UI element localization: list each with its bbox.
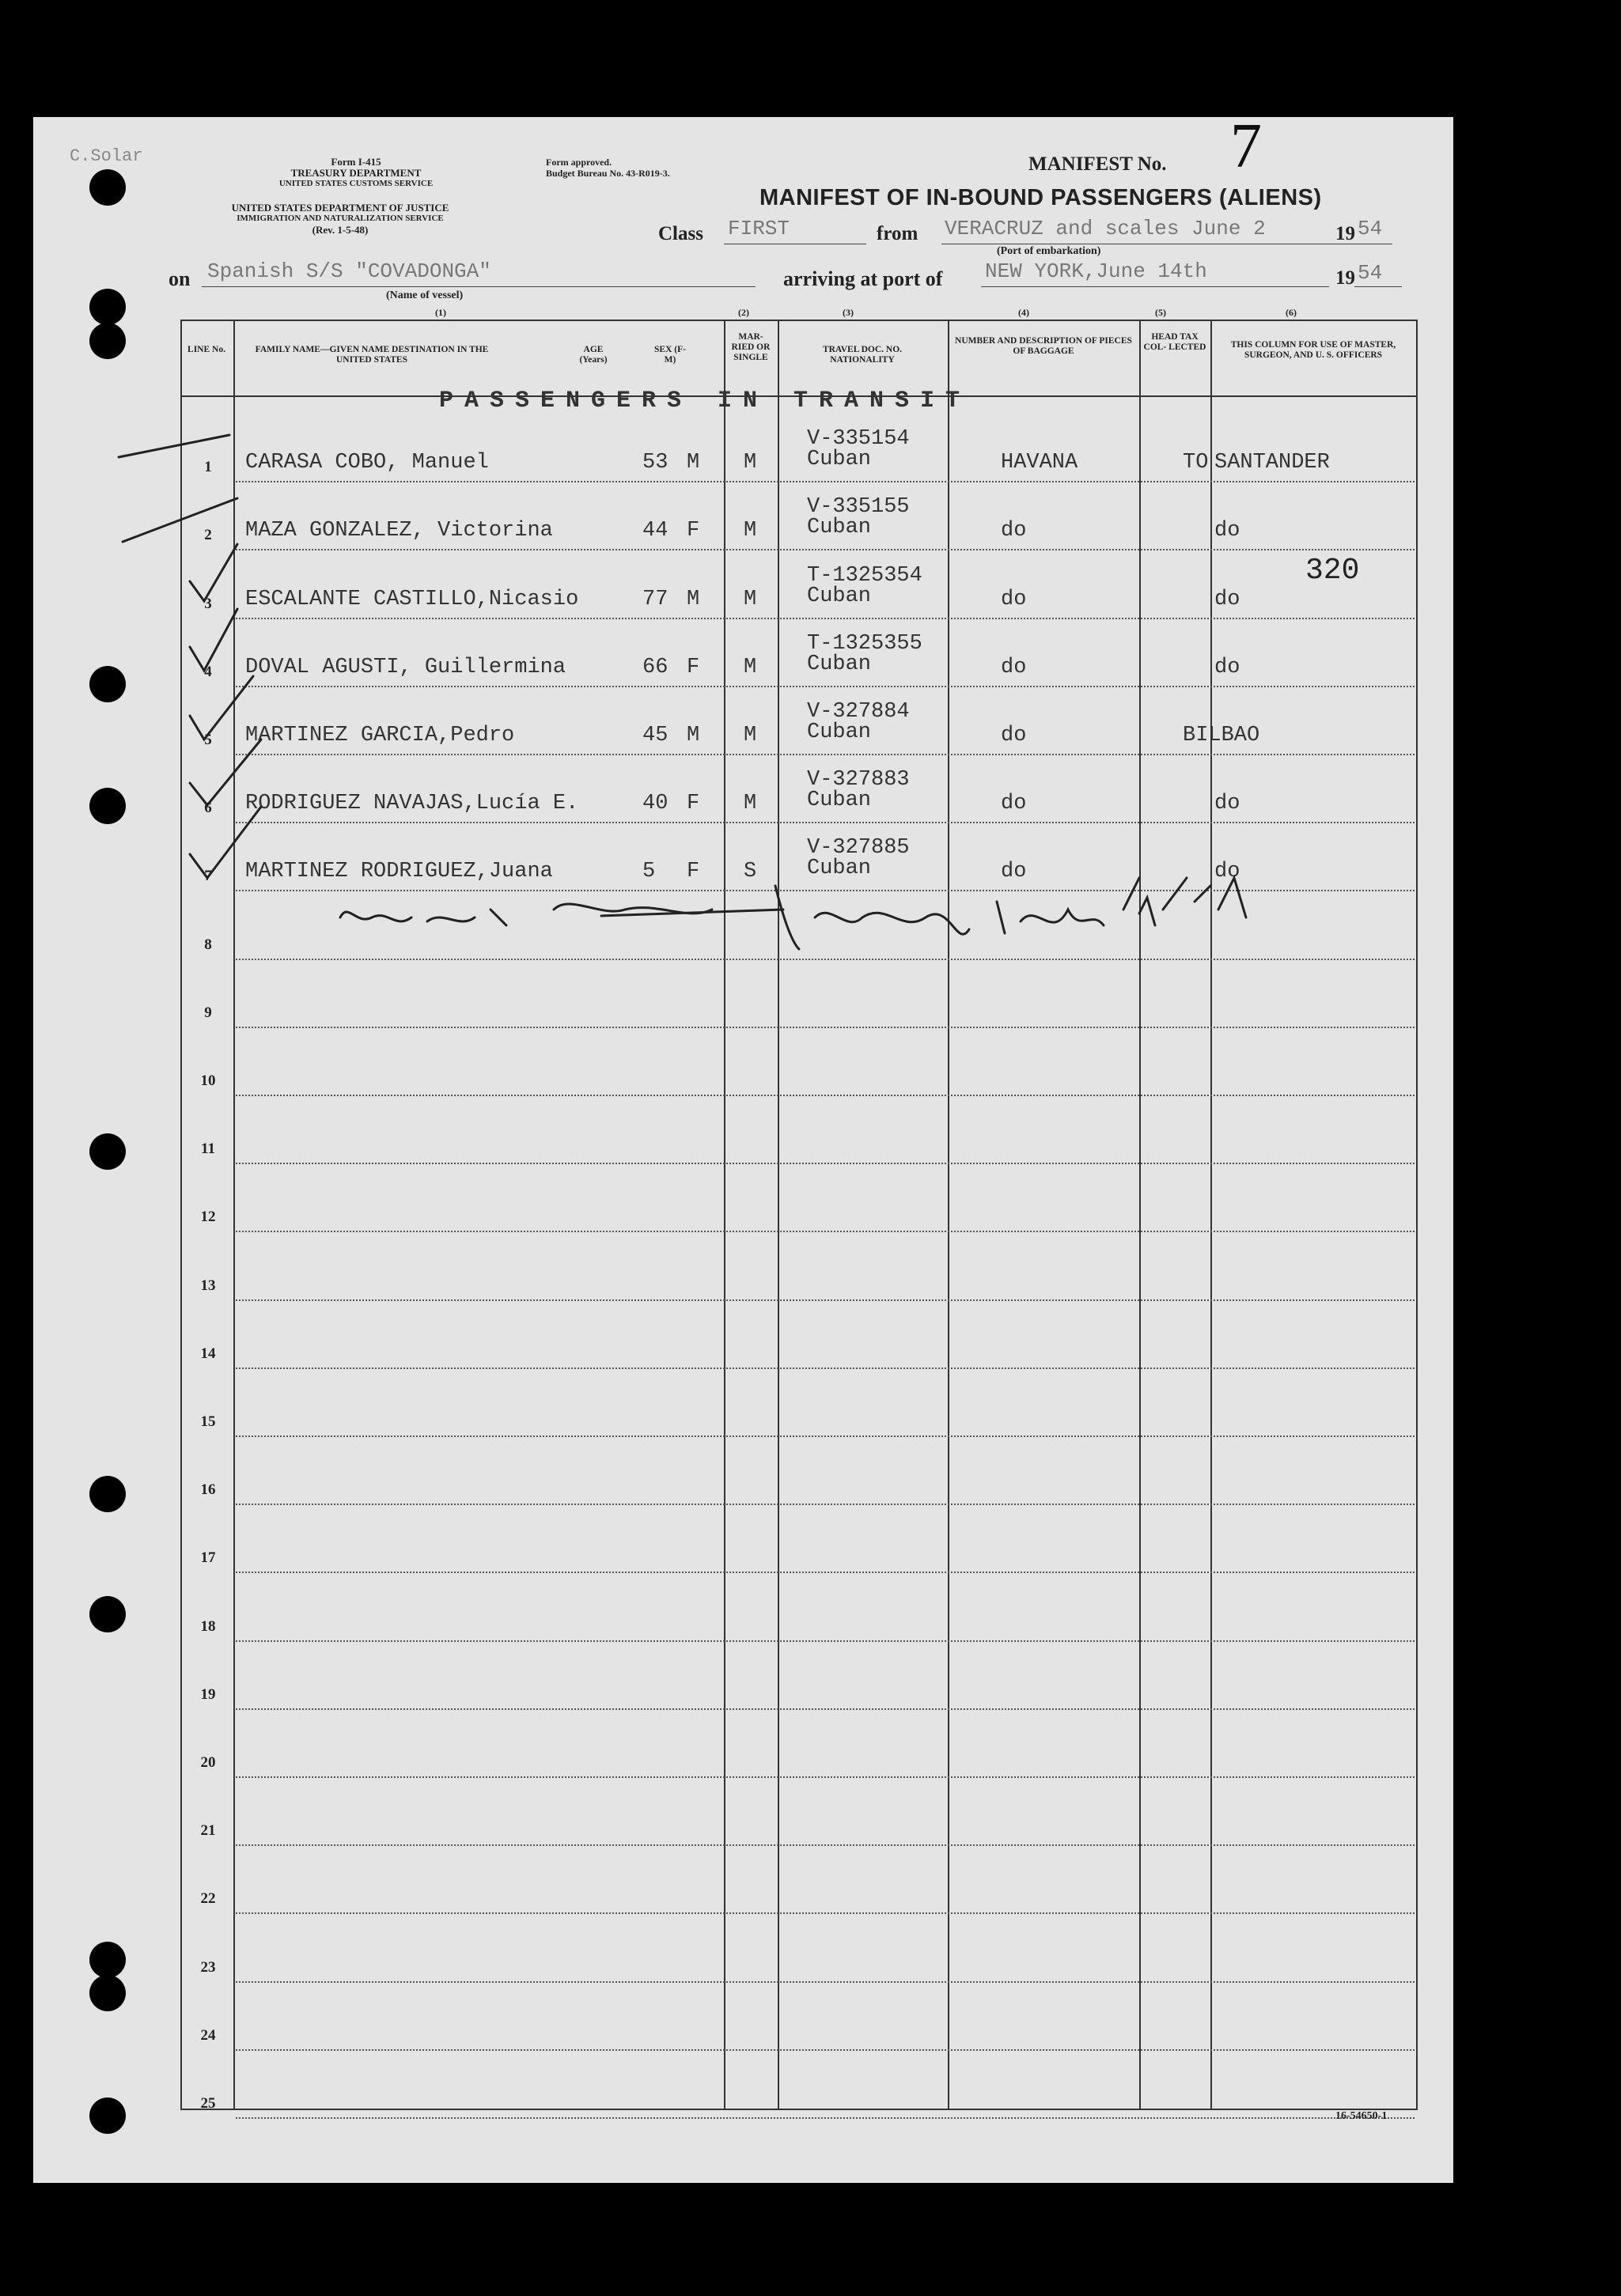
passenger-name: DOVAL AGUSTI, Guillermina — [245, 655, 566, 679]
dept-line-2: UNITED STATES CUSTOMS SERVICE — [278, 179, 434, 188]
travel-doc-number: V-335154 — [807, 427, 910, 452]
document-title: MANIFEST OF IN-BOUND PASSENGERS (ALIENS) — [759, 185, 1322, 210]
col-num-2: (2) — [738, 307, 749, 318]
passenger-sex: M — [687, 724, 700, 747]
marital-status: S — [744, 860, 757, 884]
marital-status: M — [744, 792, 757, 816]
port-embarkation-caption: (Port of embarkation) — [997, 245, 1101, 257]
check-mark — [190, 676, 253, 739]
line-number: 9 — [204, 1004, 212, 1021]
passenger-age: 53 — [642, 451, 668, 475]
col-num-3: (3) — [843, 307, 854, 318]
officer-note: do — [1214, 860, 1240, 884]
check-mark — [123, 498, 237, 542]
header-name: FAMILY NAME—GIVEN NAME DESTINATION IN THE UNITED STATES — [255, 345, 489, 365]
travel-doc-number: V-327884 — [807, 700, 910, 724]
officer-note: SANTANDER — [1214, 451, 1330, 475]
col-num-4: (4) — [1018, 307, 1029, 318]
officer-note: do — [1214, 792, 1240, 816]
marital-status: M — [744, 587, 757, 611]
passenger-name: MAZA GONZALEZ, Victorina — [245, 519, 553, 543]
head-tax-entry: BILBAO — [1183, 724, 1260, 747]
dept-line-1: TREASURY DEPARTMENT — [290, 167, 422, 179]
travel-doc-number: V-335155 — [807, 495, 910, 520]
header-travel-doc: TRAVEL DOC. NO. NATIONALITY — [822, 345, 903, 365]
header-age: AGE (Years) — [579, 345, 608, 365]
baggage-entry: do — [1001, 860, 1027, 884]
nationality: Cuban — [807, 652, 872, 676]
year-2-prefix: 19 — [1335, 267, 1355, 289]
budget-bureau: Budget Bureau No. 43-R019-3. — [546, 168, 670, 179]
line-number: 24 — [200, 2026, 216, 2044]
passenger-name: MARTINEZ RODRIGUEZ,Juana — [245, 860, 553, 884]
passenger-sex: F — [687, 655, 700, 679]
marital-status: M — [744, 451, 757, 475]
check-mark — [119, 435, 229, 457]
head-tax-entry: TO — [1183, 451, 1209, 475]
marital-status: M — [744, 724, 757, 747]
officer-note: do — [1214, 587, 1240, 611]
header-head-tax: HEAD TAX COL- LECTED — [1143, 332, 1206, 352]
passenger-name: MARTINEZ GARCIA,Pedro — [245, 724, 515, 747]
line-number: 12 — [200, 1209, 216, 1226]
col-num-5: (5) — [1155, 307, 1166, 318]
vessel-name: Spanish S/S "COVADONGA" — [207, 259, 491, 283]
header-married: MAR- RIED OR SINGLE — [731, 332, 771, 362]
year-1-prefix: 19 — [1335, 223, 1355, 244]
line-number: 8 — [204, 936, 212, 953]
passenger-age: 40 — [642, 792, 668, 816]
passenger-sex: F — [687, 860, 700, 884]
line-number: 19 — [200, 1685, 216, 1703]
passenger-name: RODRIGUEZ NAVAJAS,Lucía E. — [245, 792, 579, 816]
marital-status: M — [744, 655, 757, 679]
check-mark — [190, 609, 237, 671]
line-number: 3 — [204, 595, 212, 612]
line-number: 6 — [204, 800, 212, 817]
class-value: FIRST — [728, 217, 790, 240]
vessel-caption: (Name of vessel) — [386, 289, 464, 301]
line-number: 21 — [200, 1822, 216, 1840]
baggage-entry: do — [1001, 792, 1027, 816]
line-number: 23 — [200, 1958, 216, 1976]
form-number: Form I-415 — [331, 156, 381, 168]
passenger-sex: M — [687, 587, 700, 611]
margin-number: 320 — [1305, 554, 1360, 588]
officer-note: do — [1214, 655, 1240, 679]
passenger-age: 44 — [642, 519, 668, 543]
strike-through — [601, 910, 783, 916]
dept-line-5: (Rev. 1-5-48) — [312, 224, 369, 236]
travel-doc-number: V-327885 — [807, 836, 910, 861]
from-label: from — [877, 223, 918, 244]
signature-scribble — [340, 878, 1246, 949]
travel-doc-number: V-327883 — [807, 768, 910, 792]
line-number: 15 — [200, 1413, 216, 1430]
stamp-text: C.Solar — [70, 146, 143, 166]
dept-line-3: UNITED STATES DEPARTMENT OF JUSTICE — [231, 202, 449, 214]
header-officers: THIS COLUMN FOR USE OF MASTER, SURGEON, AND U. S. OFFICERS — [1230, 340, 1396, 360]
year-2-value: 54 — [1358, 261, 1383, 285]
line-number: 7 — [204, 868, 212, 885]
travel-doc-number: T-1325354 — [807, 563, 922, 588]
check-mark — [190, 807, 261, 878]
passenger-name: CARASA COBO, Manuel — [245, 451, 489, 475]
passenger-name: ESCALANTE CASTILLO,Nicasio — [245, 587, 579, 611]
line-number: 20 — [200, 1754, 216, 1771]
header-baggage: NUMBER AND DESCRIPTION OF PIECES OF BAGGAGE — [955, 336, 1132, 356]
passenger-sex: F — [687, 792, 700, 816]
passenger-age: 66 — [642, 655, 668, 679]
passenger-age: 77 — [642, 587, 668, 611]
officer-note: do — [1214, 519, 1240, 543]
baggage-entry: do — [1001, 587, 1027, 611]
line-number: 14 — [200, 1345, 216, 1362]
col-num-6: (6) — [1286, 307, 1297, 318]
form-approved: Form approved. — [546, 157, 612, 168]
arriving-label: arriving at port of — [783, 267, 943, 290]
baggage-entry: do — [1001, 655, 1027, 679]
manifest-no-value: 7 — [1230, 112, 1262, 181]
passenger-age: 5 — [642, 860, 656, 884]
transit-banner: PASSENGERS IN TRANSIT — [439, 388, 971, 414]
col-num-1: (1) — [435, 307, 446, 318]
dept-line-4: IMMIGRATION AND NATURALIZATION SERVICE — [237, 214, 444, 223]
line-number: 5 — [204, 732, 212, 748]
check-mark — [190, 544, 237, 601]
passenger-age: 45 — [642, 724, 668, 747]
header-line-no: LINE No. — [187, 345, 225, 354]
line-number: 17 — [200, 1549, 216, 1567]
passenger-sex: F — [687, 519, 700, 543]
check-mark — [190, 739, 261, 805]
nationality: Cuban — [807, 516, 872, 540]
line-number: 25 — [200, 2095, 216, 2112]
nationality: Cuban — [807, 448, 872, 472]
line-number: 10 — [200, 1072, 216, 1089]
line-number: 16 — [200, 1481, 216, 1499]
nationality: Cuban — [807, 721, 872, 744]
year-1-value: 54 — [1358, 217, 1383, 240]
line-number: 22 — [200, 1890, 216, 1908]
line-number: 4 — [204, 663, 212, 680]
marital-status: M — [744, 519, 757, 543]
from-value: VERACRUZ and scales June 2 — [945, 217, 1266, 240]
baggage-entry: do — [1001, 724, 1027, 747]
line-number: 18 — [200, 1617, 216, 1635]
form-code: 16-54650-1 — [1335, 2110, 1388, 2122]
header-sex: SEX (F-M) — [654, 345, 686, 365]
baggage-entry: HAVANA — [1001, 451, 1078, 475]
arriving-value: NEW YORK,June 14th — [985, 259, 1207, 283]
nationality: Cuban — [807, 857, 872, 881]
baggage-entry: do — [1001, 519, 1027, 543]
passenger-sex: M — [687, 451, 700, 475]
line-number: 2 — [204, 527, 212, 544]
line-number: 1 — [204, 459, 212, 476]
nationality: Cuban — [807, 584, 872, 608]
travel-doc-number: T-1325355 — [807, 631, 922, 656]
on-label: on — [169, 267, 191, 290]
line-number: 13 — [200, 1277, 216, 1294]
line-number: 11 — [201, 1140, 215, 1158]
class-label: Class — [658, 223, 703, 244]
nationality: Cuban — [807, 789, 872, 813]
manifest-no-label: MANIFEST No. — [1028, 153, 1167, 175]
